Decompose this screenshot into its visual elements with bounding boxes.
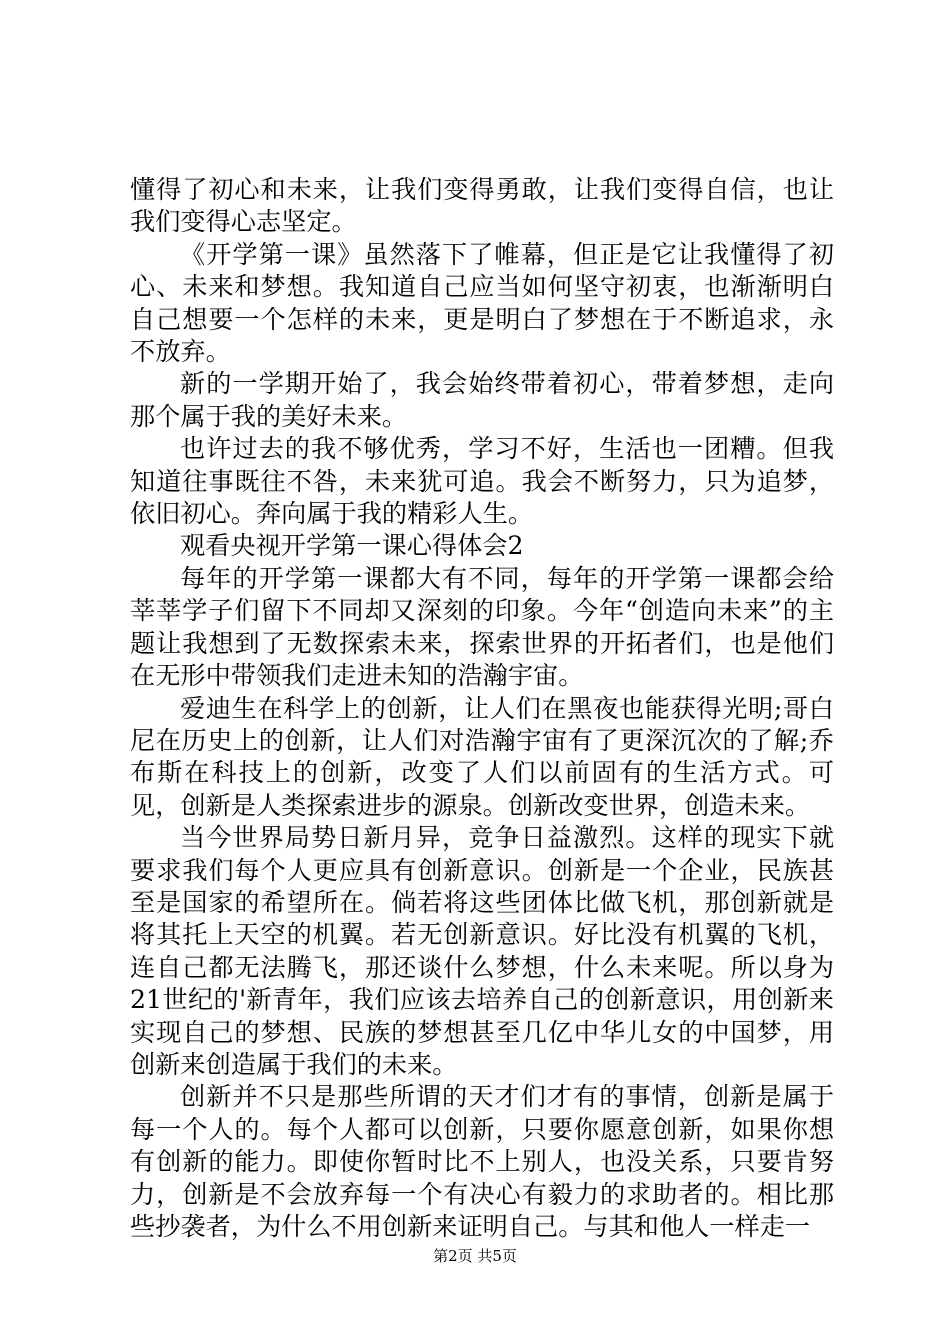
page-footer: 第2页 共5页: [433, 1247, 517, 1265]
section-heading: 观看央视开学第一课心得体会2: [180, 531, 524, 561]
paragraph-3: 新的一学期开始了，我会始终带着初心，带着梦想，走向那个属于我的美好未来。: [130, 369, 834, 431]
paragraph-7: 当今世界局势日新月异，竞争日益激烈。这样的现实下就要求我们每个人更应具有创新意识。创新是一个企业，民族甚至是国家的希望所在。倘若将这些团体比做飞机，那创新就是将其托上天空的机翼。若无创新意识。好比没有机翼的飞机，连自己都无法腾飞，那还谈什么梦想，什么未来呢。所以身为21世纪的'新青年，我们应该去培养自己的创新意识，用创新来实现自己的梦想、民族的梦想甚至几亿中华儿女的中国梦，用创新来创造属于我们的未来。: [130, 823, 834, 1079]
paragraph-4: 也许过去的我不够优秀，学习不好，生活也一团糟。但我知道往事既往不咎，未来犹可追。我会不断努力，只为追梦，依旧初心。奔向属于我的精彩人生。: [130, 434, 834, 529]
body-text: [130, 174, 834, 1243]
paragraph-5: 每年的开学第一课都大有不同，每年的开学第一课都会给莘莘学子们留下不同却又深刻的印象。今年“创造向未来”的主题让我想到了无数探索未来，探索世界的开拓者们，也是他们在无形中带领我们走进未知的浩瀚宇宙。: [130, 563, 834, 691]
paragraph-2: 《开学第一课》虽然落下了帷幕，但正是它让我懂得了初心、未来和梦想。我知道自己应当如何坚守初衷，也渐渐明白自己想要一个怎样的未来，更是明白了梦想在于不断追求，永不放弃。: [130, 239, 834, 367]
paragraph-6: 爱迪生在科学上的创新，让人们在黑夜也能获得光明;哥白尼在历史上的创新，让人们对浩瀚宇宙有了更深沉次的了解;乔布斯在科技上的创新，改变了人们以前固有的生活方式。可见，创新是人类探索进步的源泉。创新改变世界，创造未来。: [130, 693, 834, 820]
paragraph-8: 创新并不只是那些所谓的天才们才有的事情，创新是属于每一个人的。每个人都可以创新，只要你愿意创新，如果你想有创新的能力。即使你暂时比不上别人，也没关系，只要肯努力，创新是不会放弃每一个有决心有毅力的求助者的。相比那些抄袭者，为什么不用创新来证明自己。与其和他人一样走一: [130, 1082, 834, 1241]
paragraph-1: 懂得了初心和未来，让我们变得勇敢，让我们变得自信，也让我们变得心志坚定。: [130, 175, 834, 237]
